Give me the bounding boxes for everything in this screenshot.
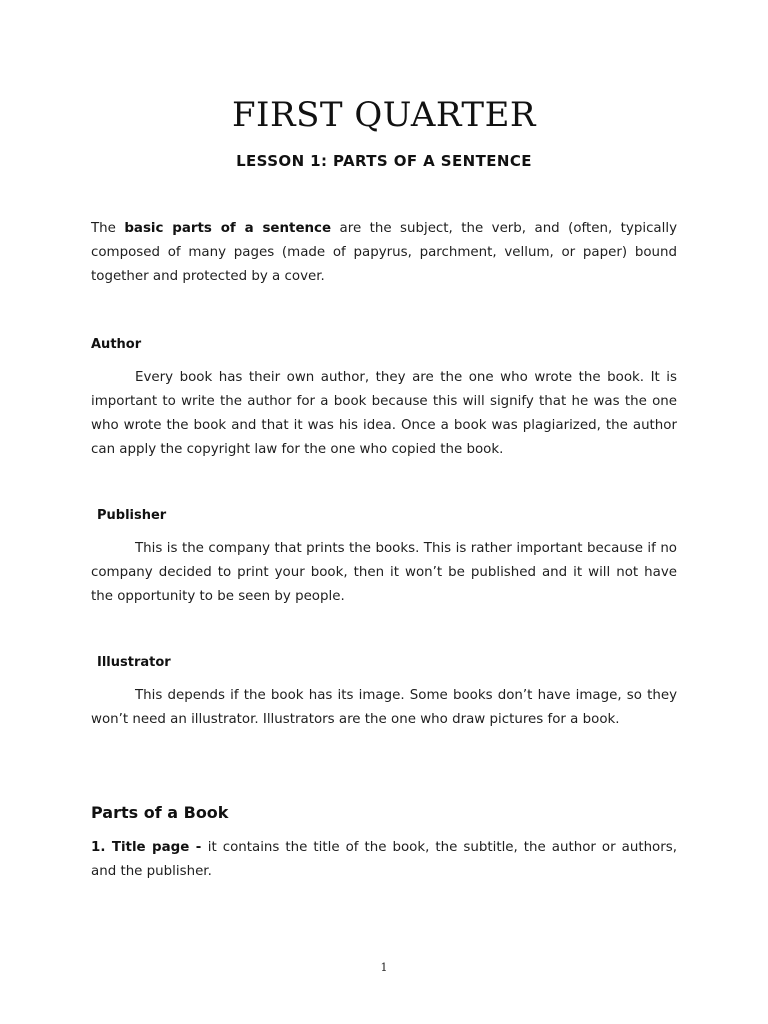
intro-rest: are the subject, the verb, and (often, typically composed of many pages (made of papyrus, parchment, vellum, or paper) bound together and protected by a cover. [91,221,678,284]
intro-paragraph [91,217,677,289]
publisher-heading: Publisher [97,508,167,523]
page-number: 1 [380,961,388,974]
title-page-item [91,836,677,884]
parts-of-book-heading: Parts of a Book [91,803,229,822]
author-paragraph: Every book has their own author, they are the one who wrote the book. It is important to write the author for a book because this will signify that he was the one who wrote the book and that it was his idea. Once a book was plagiarized, the author can apply the copyright law for the one who copied the book. [91,370,677,457]
page-title: FIRST QUARTER [231,95,537,135]
title-page-label: 1. Title page - [91,840,208,855]
illustrator-paragraph: This depends if the book has its image. Some books don’t have image, so they won’t need an illustrator. Illustrators are the one who draw pictures for a book. [91,688,677,727]
intro-bold-term: basic parts of a sentence [124,221,332,236]
publisher-paragraph: This is the company that prints the books. This is rather important because if no company decided to print your book, then it won’t be published and it will not have the opportunity to be seen by people. [91,541,677,604]
intro-prefix: The [91,221,125,236]
title-page-text: it contains the title of the book, the subtitle, the author or authors, and the publisher. [91,840,677,879]
lesson-subtitle: LESSON 1: PARTS OF A SENTENCE [236,152,532,170]
author-heading: Author [91,337,142,352]
illustrator-heading: Illustrator [97,655,171,670]
